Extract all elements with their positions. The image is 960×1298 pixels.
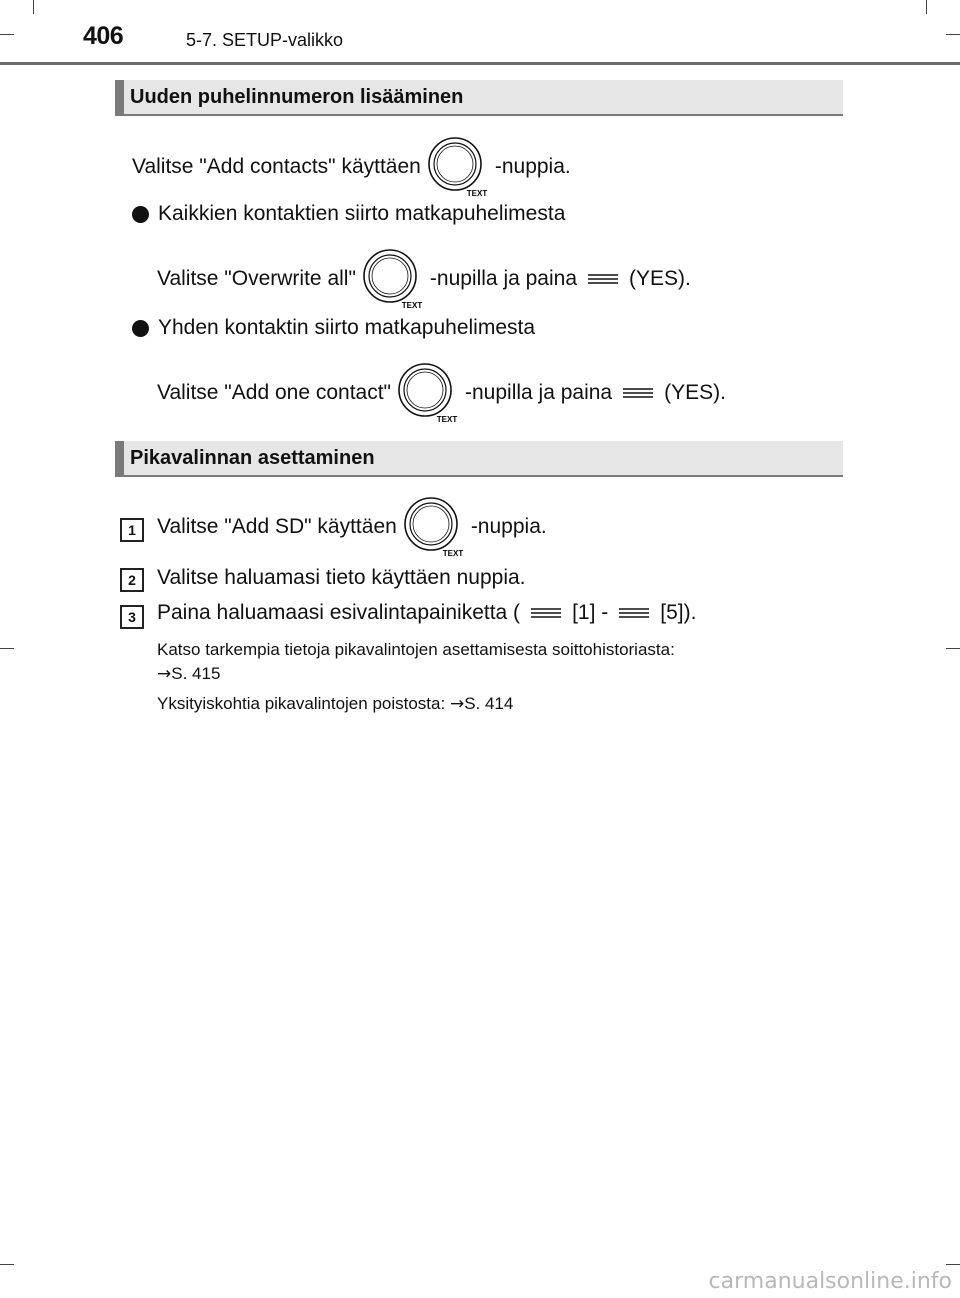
arrow-icon: → (449, 694, 465, 714)
knob-icon (403, 496, 465, 558)
instruction-add-contacts: Valitse "Add contacts" käyttäen TEXT -nuppia. (132, 136, 571, 198)
button-icon (530, 606, 562, 620)
page-link[interactable]: S. 414 (464, 694, 514, 713)
watermark: carmanualsonline.info (708, 1269, 952, 1294)
bullet-icon (132, 206, 149, 223)
crop-mark (33, 0, 34, 14)
step-press-preset: Paina haluamaasi esivalintapainiketta ( [1] - [5]). (157, 601, 697, 624)
button-icon (587, 272, 619, 286)
step-select-item: Valitse haluamasi tieto käyttäen nuppia. (157, 566, 526, 589)
svg-text:TEXT: TEXT (436, 415, 458, 424)
section-title: 5-7. SETUP-valikko (186, 30, 344, 50)
header-rule (0, 62, 960, 65)
note-history-reference: Katso tarkempia tietoja pikavalintojen asettamisesta soittohistoriasta: →S. 415 (157, 640, 675, 684)
button-icon (618, 606, 650, 620)
page-link[interactable]: S. 415 (171, 664, 221, 683)
section-banner-title: Pikavalinnan asettaminen (130, 447, 375, 469)
step-add-sd: Valitse "Add SD" käyttäen TEXT -nuppia. (157, 496, 547, 558)
svg-text:TEXT: TEXT (466, 189, 488, 198)
svg-text:TEXT: TEXT (442, 549, 464, 558)
section-banner-new-number (115, 80, 843, 116)
bullet-overwrite-all: Kaikkien kontaktien siirto matkapuhelimesta (132, 202, 565, 226)
crop-mark (0, 1264, 14, 1265)
knob-icon (362, 248, 424, 310)
instruction-add-one-contact: Valitse "Add one contact" TEXT -nupilla ja paina (YES). (157, 362, 726, 424)
button-icon (622, 386, 654, 400)
crop-mark (926, 0, 927, 14)
step-number: 3 (120, 605, 144, 629)
note-delete-reference: Yksityiskohtia pikavalintojen poistosta: →S. 414 (157, 694, 514, 714)
crop-mark (946, 34, 960, 35)
bullet-icon (132, 320, 149, 337)
section-banner-speed-dial (115, 441, 843, 477)
step-number: 1 (120, 518, 144, 542)
instruction-overwrite-all: Valitse "Overwrite all" TEXT -nupilla ja paina (YES). (157, 248, 691, 310)
bullet-add-one-contact: Yhden kontaktin siirto matkapuhelimesta (132, 316, 535, 340)
arrow-icon: → (157, 664, 172, 684)
knob-icon (427, 136, 489, 198)
section-banner-title: Uuden puhelinnumeron lisääminen (130, 86, 464, 108)
crop-mark (946, 1264, 960, 1265)
crop-mark (946, 648, 960, 649)
crop-mark (0, 648, 14, 649)
knob-icon (397, 362, 459, 424)
page-number: 406 (83, 22, 124, 50)
crop-mark (0, 34, 14, 35)
svg-text:TEXT: TEXT (401, 301, 423, 310)
step-number: 2 (120, 568, 144, 592)
